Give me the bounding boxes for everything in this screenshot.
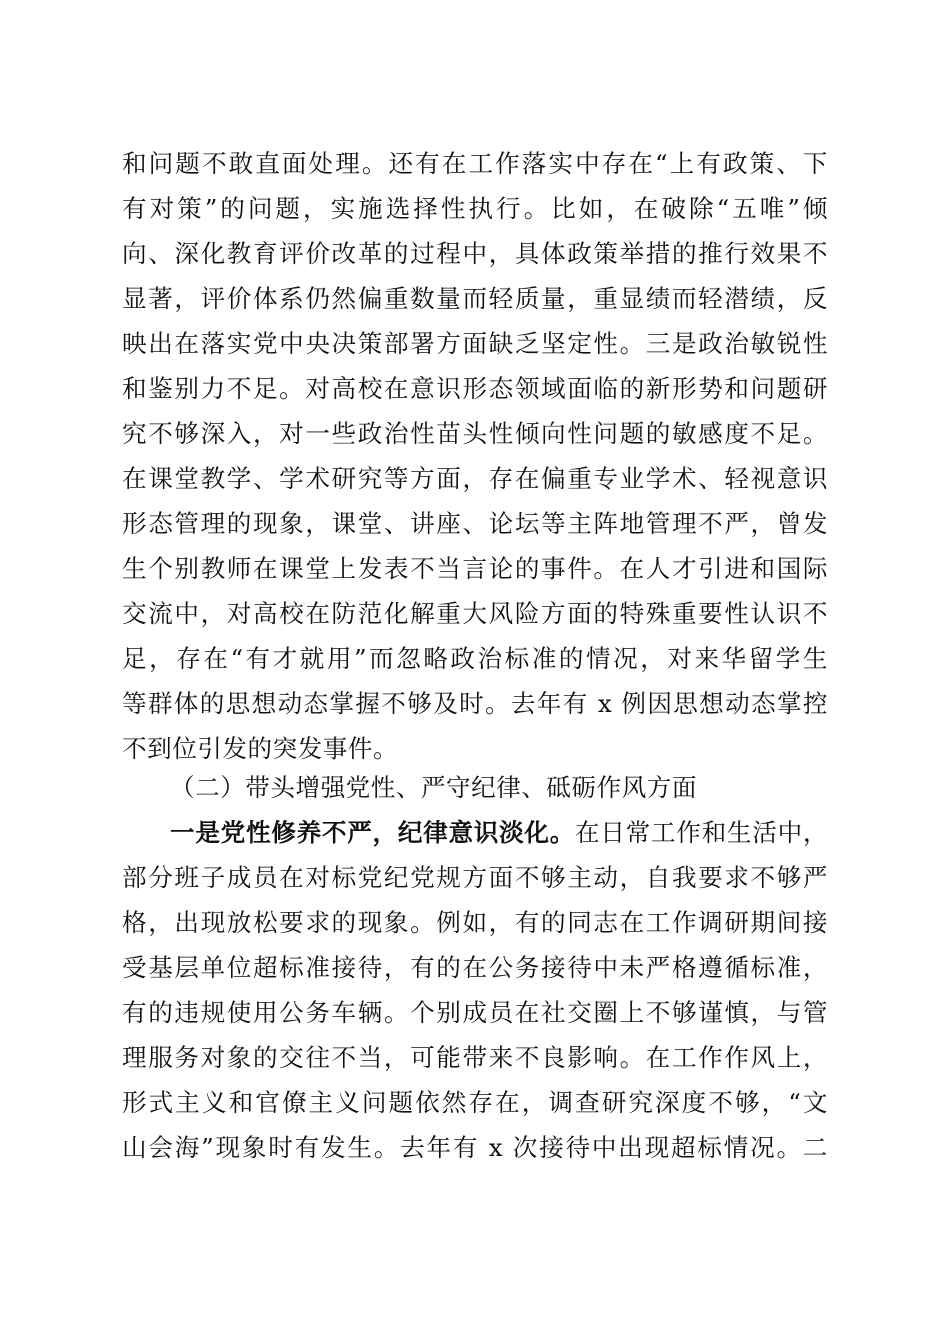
body-text-line: 受基层单位超标准接待，有的在公务接待中未严格遵循标准， — [122, 953, 828, 982]
body-text-line: 在课堂教学、学术研究等方面，存在偏重专业学术、轻视意识 — [122, 464, 828, 493]
body-text-line: 有的违规使用公务车辆。个别成员在社交圈上不够谨慎，与管 — [122, 998, 828, 1027]
body-text-line: 足，存在“有才就用”而忽略政治标准的情况，对来华留学生 — [122, 644, 828, 673]
body-text-line: 和鉴别力不足。对高校在意识形态领域面临的新形势和问题研 — [122, 374, 828, 403]
body-text-line: 究不够深入，对一些政治性苗头性倾向性问题的敏感度不足。 — [122, 419, 828, 448]
body-text-line: 映出在落实党中央决策部署方面缺乏坚定性。三是政治敏锐性 — [122, 329, 828, 358]
para2-first-rest: 在日常工作和生活中， — [575, 818, 828, 847]
body-text-line: 有对策”的问题，实施选择性执行。比如，在破除“五唯”倾 — [122, 194, 828, 223]
body-text-line: 生个别教师在课堂上发表不当言论的事件。在人才引进和国际 — [122, 554, 828, 583]
body-text-line: 形式主义和官僚主义问题依然存在，调查研究深度不够，“文 — [122, 1088, 828, 1117]
body-text-line: 和问题不敢直面处理。还有在工作落实中存在“上有政策、下 — [122, 149, 828, 178]
body-text-line: 不到位引发的突发事件。 — [122, 734, 399, 763]
para2-bold-lead: 一是党性修养不严，纪律意识淡化。 — [170, 818, 576, 847]
body-text-line: 向、深化教育评价改革的过程中，具体政策举措的推行效果不 — [122, 239, 828, 268]
body-text-line: 显著，评价体系仍然偏重数量而轻质量，重显绩而轻潜绩，反 — [122, 284, 828, 313]
section-heading: （二）带头增强党性、严守纪律、砥砺作风方面 — [170, 773, 697, 802]
body-text-line: 交流中，对高校在防范化解重大风险方面的特殊重要性认识不 — [122, 599, 828, 628]
body-text-line: 部分班子成员在对标党纪党规方面不够主动，自我要求不够严 — [122, 863, 828, 892]
body-text-line: 格，出现放松要求的现象。例如，有的同志在工作调研期间接 — [122, 908, 828, 937]
body-text-line: 理服务对象的交往不当，可能带来不良影响。在工作作风上， — [122, 1043, 828, 1072]
body-text-line: 等群体的思想动态掌握不够及时。去年有 x 例因思想动态掌控 — [122, 689, 828, 718]
body-text-line: 形态管理的现象，课堂、讲座、论坛等主阵地管理不严，曾发 — [122, 509, 828, 538]
body-text-line: 山会海”现象时有发生。去年有 x 次接待中出现超标情况。二 — [122, 1133, 828, 1162]
para2-first-line — [170, 815, 828, 851]
